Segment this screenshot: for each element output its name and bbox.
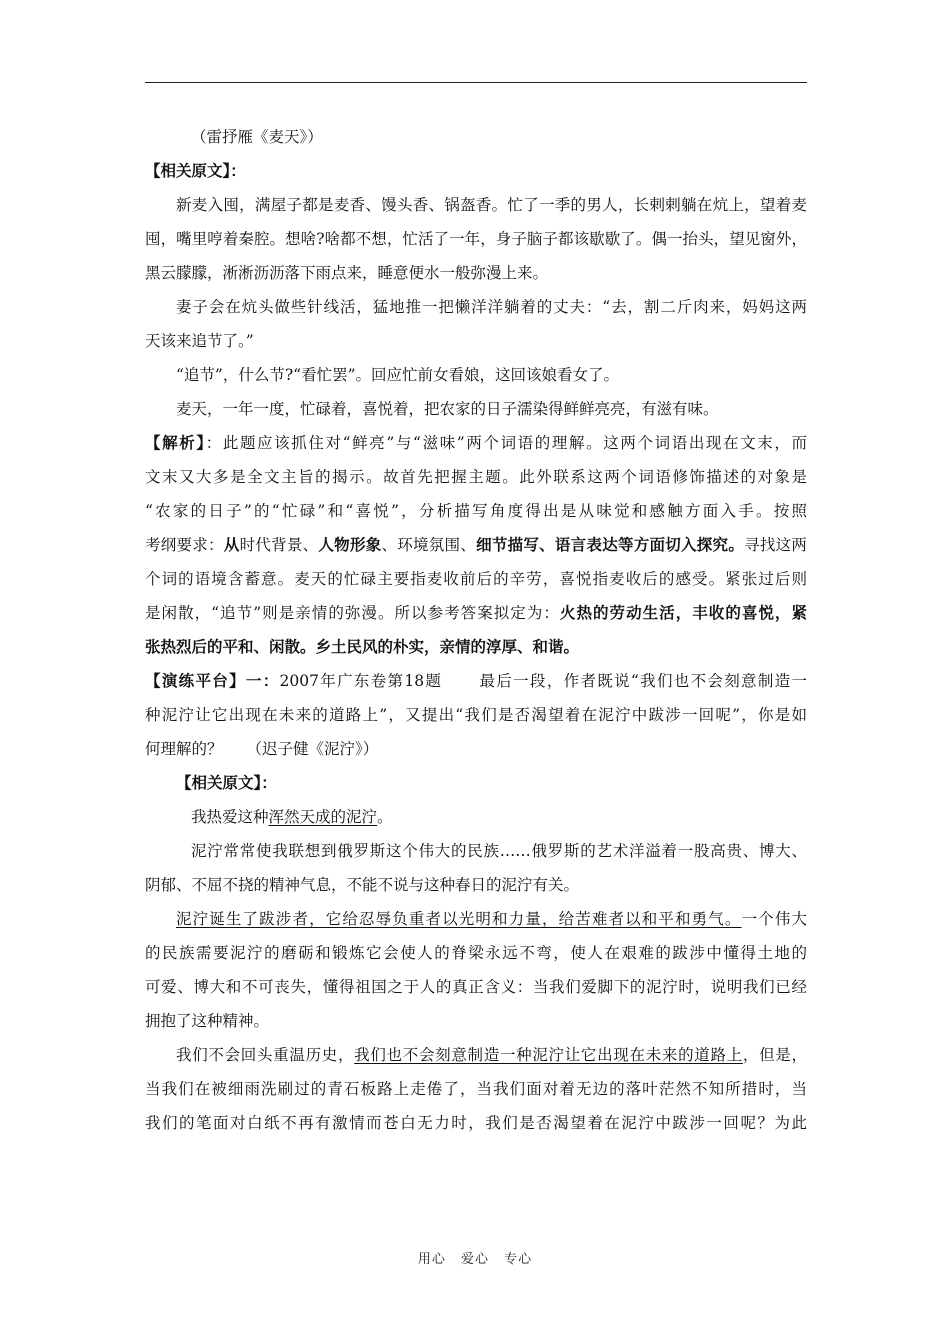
underlined-phrase: 泥泞诞生了跋涉者，它给忍辱负重者以光明和力量，给苦难者以和平和勇气。 [176,910,742,928]
analysis-line: 是闲散，“追节”则是亲情的弥漫。所以参考答案拟定为：火热的劳动生活，丰收的喜悦，紧 [145,603,807,622]
text-line: 我们不会回头重温历史，我们也不会刻意制造一种泥泞让它出现在未来的道路上，但是， [176,1046,807,1064]
text-line: 当我们在被细雨洗刷过的青石板路上走倦了，当我们面对着无边的落叶茫然不知所措时，当 [145,1080,807,1098]
text-line: 泥泞常常使我联想到俄罗斯这个伟大的民族……俄罗斯的艺术洋溢着一股高贵、博大、 [191,842,807,860]
text-line: 泥泞诞生了跋涉者，它给忍辱负重者以光明和力量，给苦难者以和平和勇气。一个伟大 [176,910,807,928]
text-line: 的民族需要泥泞的磨砺和锻炼它会使人的脊梁永远不弯，使人在艰难的跋涉中懂得土地的 [145,944,807,962]
practice-line: 【演练平台】一：2007年广东卷第18题 最后一段，作者既说“我们也不会刻意制造一 [145,671,807,690]
practice-line: 种泥泞让它出现在未来的道路上”，又提出“我们是否渴望着在泥泞中跋涉一回呢”，你是如 [145,706,807,724]
text-line: 我们的笔面对白纸不再有激情而苍白无力时，我们是否渴望着在泥泞中跋涉一回呢？为此 [145,1114,807,1132]
analysis-line: 【解析】：此题应该抓住对“鲜亮”与“滋味”两个词语的理解。这两个词语出现在文末，而 [145,433,807,452]
source-citation: （雷抒雁《麦天》） [191,128,323,146]
section-heading: 【相关原文】： [145,161,246,180]
practice-label: 【演练平台】一： [145,671,280,690]
section-heading: 【相关原文】： [176,773,277,792]
text-line: 新麦入囤，满屋子都是麦香、馒头香、锅盔香。忙了一季的男人，长剌剌躺在炕上，望着麦 [176,196,807,214]
answer-text: 火热的劳动生活，丰收的喜悦，紧 [559,603,807,622]
page-body [145,120,807,1140]
text-line: 囤，嘴里哼着秦腔。想啥?啥都不想，忙活了一年，身子脑子都该歇歇了。偶一抬头，望见窗外， [145,230,807,248]
answer-text: 张热烈后的平和、闲散。乡土民风的朴实，亲情的淳厚、和谐。 [145,637,580,656]
source-citation: （迟子健《泥泞》） [246,740,379,758]
text-line: “追节”，什么节?“看忙罢”。回应忙前女看娘，这回该娘看女了。 [176,366,620,384]
analysis-line: 文末又大多是全文主旨的揭示。故首先把握主题。此外联系这两个词语修饰描述的对象是 [145,468,807,486]
underlined-phrase: 浑然天成的泥泞 [268,808,378,826]
text-line: 妻子会在炕头做些针线活，猛地推一把懒洋洋躺着的丈夫：“去，割二斤肉来，妈妈这两 [176,298,807,316]
text-line: 天该来追节了。” [145,332,254,350]
analysis-label: 【解析】 [145,433,206,452]
practice-line: 何理解的？ （迟子健《泥泞》） [145,740,379,758]
analysis-line: “农家的日子”的“忙碌”和“喜悦”，分析描写角度得出是从味觉和感触方面入手。按照 [145,502,807,520]
text-line: 可爱、博大和不可丧失，懂得祖国之于人的真正含义：当我们爱脚下的泥泞时，说明我们已经 [145,978,807,996]
text-line: 黑云朦朦，淅淅沥沥落下雨点来，睡意便水一般弥漫上来。 [145,264,549,282]
text-line: 我热爱这种浑然天成的泥泞。 [191,808,393,826]
header-rule [145,82,807,83]
analysis-line: 个词的语境含蓄意。麦天的忙碌主要指麦收前后的辛劳，喜悦指麦收后的感受。紧张过后则 [145,570,807,588]
text-line: 阴郁、不屈不挠的精神气息，不能不说与这种春日的泥泞有关。 [145,876,580,894]
underlined-phrase: 我们也不会刻意制造一种泥泞让它出现在未来的道路上 [354,1046,743,1064]
text-line: 麦天，一年一度，忙碌着，喜悦着，把农家的日子濡染得鲜鲜亮亮，有滋有味。 [176,400,719,418]
analysis-line: 考纲要求：从时代背景、人物形象、环境氛围、细节描写、语言表达等方面切入探究。寻找这两 [145,535,807,554]
page-footer: 用心 爱心 专心 [417,1252,533,1267]
text-line: 拥抱了这种精神。 [145,1012,270,1030]
